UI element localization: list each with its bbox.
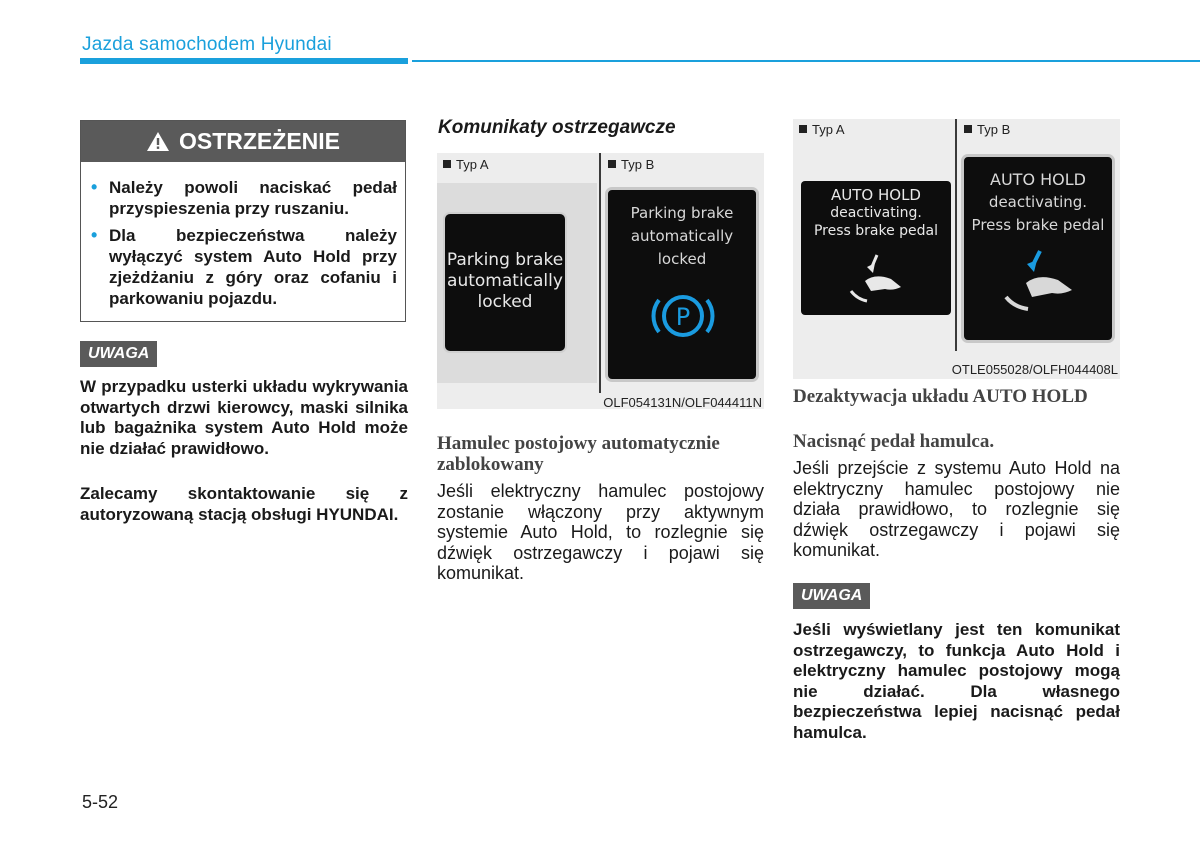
display-line: locked bbox=[477, 292, 533, 312]
display-line: Parking brake bbox=[446, 250, 564, 270]
warning-item bbox=[91, 225, 397, 309]
note-paragraph: W przypadku usterki układu wykrywania otwartych drzwi kierowcy, maski silnika lub bagażnika system Auto Hold może nie działać prawidłowo. bbox=[80, 377, 408, 458]
type-label: Typ A bbox=[799, 122, 845, 137]
warning-item bbox=[91, 177, 397, 219]
body-paragraph: Jeśli przejście z systemu Auto Hold na elektryczny hamulec postojowy nie działa prawidłowo, to rozlegnie się dźwięk ostrzegawczy i pojawi się komunikat. bbox=[793, 458, 1120, 560]
display-line: AUTO HOLD bbox=[831, 186, 921, 204]
type-label: Typ B bbox=[964, 122, 1010, 137]
figure-divider bbox=[955, 119, 957, 351]
figure-panel bbox=[437, 153, 764, 409]
warning-item-text: Dla bezpieczeństwa należy wyłączyć system Auto Hold przy zjeżdżaniu z góry oraz cofaniu i parkowaniu pojazdu. bbox=[109, 226, 397, 308]
warning-item-text: Należy powoli naciskać pedał przyspieszenia przy ruszaniu. bbox=[109, 178, 397, 218]
cluster-display bbox=[443, 212, 567, 353]
header-rule bbox=[412, 60, 1200, 62]
bullet-icon: • bbox=[91, 225, 98, 245]
note-paragraph: Jeśli wyświetlany jest ten komunikat ostrzegawczy, to funkcja Auto Hold i elektryczny hamulec postojowy mogą nie działać. Dla własnego bezpieczeństwa lepiej nacisnąć pedał hamulca. bbox=[793, 620, 1120, 742]
section-heading: Dezaktywacja układu AUTO HOLD bbox=[793, 386, 1088, 407]
display-line: locked bbox=[657, 250, 707, 268]
cluster-display bbox=[801, 181, 951, 315]
figure-caption: OTLE055028/OLFH044408L bbox=[951, 362, 1118, 377]
note-badge: UWAGA bbox=[793, 583, 870, 609]
cluster-display bbox=[961, 154, 1115, 343]
brake-pedal-icon bbox=[845, 251, 907, 303]
section-heading: Komunikaty ostrzegawcze bbox=[438, 117, 676, 138]
display-line: deactivating. bbox=[988, 193, 1088, 211]
display-line: AUTO HOLD bbox=[990, 170, 1086, 189]
cluster-display bbox=[605, 187, 759, 382]
display-line: deactivating. bbox=[830, 205, 922, 221]
warning-triangle-icon bbox=[146, 131, 170, 152]
type-label: Typ A bbox=[443, 157, 489, 172]
display-line: automatically bbox=[447, 271, 563, 291]
display-line: automatically bbox=[630, 227, 734, 245]
figure-panel bbox=[793, 119, 1120, 379]
display-line: Press brake pedal bbox=[971, 216, 1105, 234]
parking-brake-icon bbox=[648, 288, 718, 344]
section-title: Jazda samochodem Hyundai bbox=[82, 34, 332, 55]
type-label: Typ B bbox=[608, 157, 654, 172]
bullet-icon: • bbox=[91, 177, 98, 197]
figure-divider bbox=[599, 153, 601, 393]
warning-header bbox=[81, 121, 405, 162]
warning-title: OSTRZEŻENIE bbox=[178, 128, 340, 154]
body-paragraph: Jeśli elektryczny hamulec postojowy zostanie włączony przy aktywnym systemie Auto Hold, to rozlegnie się dźwięk ostrzegawczy i pojawi się komunikat. bbox=[437, 481, 764, 583]
sub-heading: Nacisnąć pedał hamulca. bbox=[793, 431, 995, 452]
figure-caption: OLF054131N/OLF044411N bbox=[603, 395, 762, 410]
park-symbol: P bbox=[675, 303, 691, 331]
note-paragraph: Zalecamy skontaktowanie się z autoryzowaną stacją obsługi HYUNDAI. bbox=[80, 484, 408, 524]
page-number: 5-52 bbox=[82, 792, 119, 812]
display-line: Parking brake bbox=[630, 204, 734, 222]
note-badge: UWAGA bbox=[80, 341, 157, 367]
header-accent-bar bbox=[80, 58, 408, 64]
sub-heading: Hamulec postojowy automatycznie zablokowany bbox=[437, 433, 720, 475]
warning-box bbox=[80, 120, 406, 322]
brake-pedal-icon bbox=[1000, 247, 1082, 313]
display-line: Press brake pedal bbox=[813, 223, 939, 239]
